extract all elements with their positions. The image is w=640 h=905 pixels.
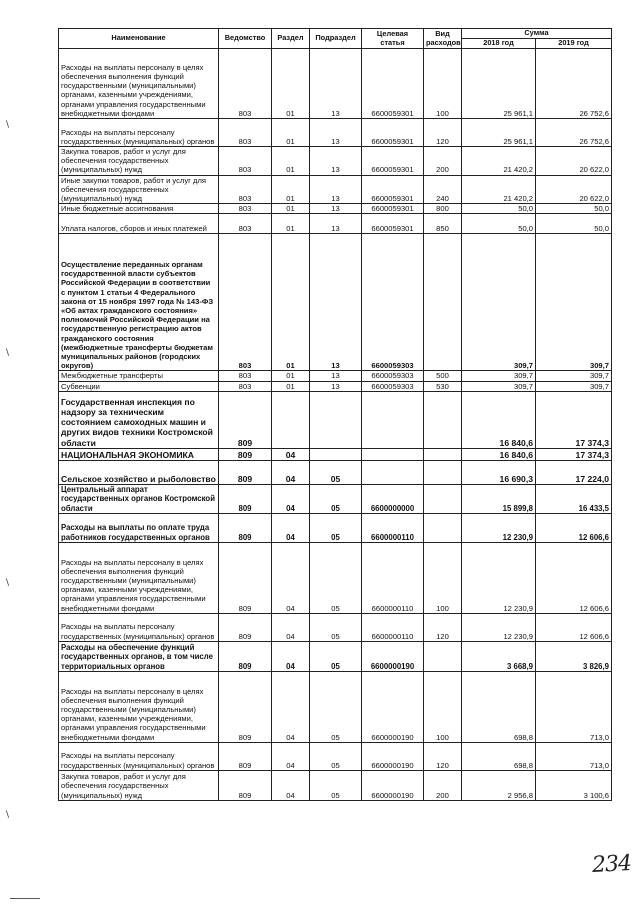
cell-name: НАЦИОНАЛЬНАЯ ЭКОНОМИКА	[59, 448, 219, 460]
cell-y2019: 3 826,9	[536, 641, 612, 671]
header-sum: Сумма	[462, 29, 612, 39]
cell-y2019: 17 374,3	[536, 448, 612, 460]
cell-section: 04	[272, 542, 310, 613]
cell-y2019: 17 374,3	[536, 391, 612, 448]
cell-y2018: 12 230,9	[462, 613, 536, 641]
cell-kind: 240	[424, 175, 462, 204]
cell-target	[362, 448, 424, 460]
cell-y2019: 26 752,6	[536, 49, 612, 119]
cell-dept: 809	[219, 513, 272, 542]
table-row	[59, 391, 612, 448]
cell-y2019: 26 752,6	[536, 119, 612, 147]
budget-table-body	[59, 49, 612, 801]
cell-subsection: 13	[310, 204, 362, 214]
margin-mark: \	[6, 578, 10, 588]
cell-y2019: 50,0	[536, 214, 612, 234]
cell-target: 6600000110	[362, 542, 424, 613]
cell-target: 6600000190	[362, 770, 424, 800]
cell-y2018: 16 840,6	[462, 448, 536, 460]
cell-dept: 809	[219, 542, 272, 613]
table-row	[59, 542, 612, 613]
cell-name: Центральный аппарат государственных органов Костромской области	[59, 484, 219, 513]
cell-dept: 803	[219, 175, 272, 204]
cell-y2018: 12 230,9	[462, 513, 536, 542]
table-row	[59, 147, 612, 176]
cell-subsection: 13	[310, 234, 362, 371]
cell-kind: 120	[424, 613, 462, 641]
table-row	[59, 204, 612, 214]
cell-y2019: 17 224,0	[536, 460, 612, 484]
cell-y2019: 12 606,6	[536, 513, 612, 542]
header-section: Раздел	[272, 29, 310, 49]
cell-name: Уплата налогов, сборов и иных платежей	[59, 214, 219, 234]
header-expense-type: Вид расходов	[424, 29, 462, 49]
cell-dept: 809	[219, 770, 272, 800]
cell-y2018: 12 230,9	[462, 542, 536, 613]
table-row	[59, 613, 612, 641]
cell-name: Закупка товаров, работ и услуг для обеспечения государственных (муниципальных) нужд	[59, 147, 219, 176]
margin-mark: \	[6, 348, 10, 358]
cell-y2018: 2 956,8	[462, 770, 536, 800]
cell-section: 04	[272, 484, 310, 513]
cell-kind: 800	[424, 204, 462, 214]
header-target-article: Целевая статья	[362, 29, 424, 49]
table-row	[59, 770, 612, 800]
table-row	[59, 214, 612, 234]
cell-y2019: 50,0	[536, 204, 612, 214]
cell-kind: 500	[424, 371, 462, 381]
cell-dept: 803	[219, 214, 272, 234]
cell-subsection: 05	[310, 641, 362, 671]
cell-y2019: 16 433,5	[536, 484, 612, 513]
cell-y2018: 15 899,8	[462, 484, 536, 513]
cell-subsection: 05	[310, 613, 362, 641]
table-row	[59, 484, 612, 513]
header-subsection: Подраздел	[310, 29, 362, 49]
cell-subsection: 05	[310, 742, 362, 770]
cell-dept: 809	[219, 613, 272, 641]
table-row	[59, 234, 612, 371]
cell-section: 01	[272, 175, 310, 204]
cell-dept: 803	[219, 49, 272, 119]
cell-section: 01	[272, 381, 310, 391]
cell-section: 01	[272, 49, 310, 119]
cell-section: 04	[272, 513, 310, 542]
cell-y2018: 16 690,3	[462, 460, 536, 484]
cell-section: 01	[272, 214, 310, 234]
cell-name: Расходы на обеспечение функций государственных органов, в том числе территориальных органов	[59, 641, 219, 671]
cell-subsection: 13	[310, 175, 362, 204]
cell-section: 01	[272, 371, 310, 381]
table-row	[59, 371, 612, 381]
table-row	[59, 448, 612, 460]
cell-name: Расходы на выплаты персоналу государственных (муниципальных) органов	[59, 742, 219, 770]
table-row	[59, 175, 612, 204]
margin-mark: \	[6, 120, 10, 130]
cell-target: 6600059301	[362, 49, 424, 119]
cell-subsection: 05	[310, 770, 362, 800]
cell-section: 04	[272, 641, 310, 671]
cell-target: 6600000110	[362, 613, 424, 641]
cell-kind: 100	[424, 49, 462, 119]
cell-section: 04	[272, 770, 310, 800]
cell-name: Иные закупки товаров, работ и услуг для обеспечения государственных (муниципальных) нужд	[59, 175, 219, 204]
cell-kind	[424, 460, 462, 484]
cell-kind	[424, 448, 462, 460]
cell-dept: 809	[219, 391, 272, 448]
cell-subsection: 05	[310, 460, 362, 484]
cell-kind	[424, 484, 462, 513]
cell-y2018: 3 668,9	[462, 641, 536, 671]
cell-dept: 803	[219, 204, 272, 214]
cell-y2018: 309,7	[462, 381, 536, 391]
cell-dept: 809	[219, 460, 272, 484]
cell-subsection: 13	[310, 371, 362, 381]
cell-kind: 530	[424, 381, 462, 391]
cell-dept: 803	[219, 381, 272, 391]
cell-y2019: 713,0	[536, 671, 612, 742]
cell-subsection: 13	[310, 214, 362, 234]
cell-y2019: 20 622,0	[536, 147, 612, 176]
cell-name: Межбюджетные трансферты	[59, 371, 219, 381]
cell-y2019: 12 606,6	[536, 542, 612, 613]
cell-section: 04	[272, 613, 310, 641]
cell-kind	[424, 391, 462, 448]
cell-dept: 809	[219, 641, 272, 671]
cell-target	[362, 460, 424, 484]
cell-target: 6600000190	[362, 641, 424, 671]
cell-y2018: 16 840,6	[462, 391, 536, 448]
cell-dept: 809	[219, 448, 272, 460]
cell-subsection: 13	[310, 119, 362, 147]
margin-mark: \	[6, 810, 10, 820]
cell-name: Расходы на выплаты персоналу в целях обеспечения выполнения функций государственными (муниципальными) органами, казенными учреждениями, органами управления государственными внебюджетными фондами	[59, 49, 219, 119]
cell-y2018: 50,0	[462, 204, 536, 214]
cell-subsection	[310, 391, 362, 448]
cell-name: Иные бюджетные ассигнования	[59, 204, 219, 214]
cell-dept: 803	[219, 234, 272, 371]
cell-section	[272, 391, 310, 448]
divider	[10, 898, 40, 899]
cell-name: Расходы на выплаты по оплате труда работников государственных органов	[59, 513, 219, 542]
cell-y2019: 309,7	[536, 371, 612, 381]
cell-section: 01	[272, 119, 310, 147]
cell-name: Субвенции	[59, 381, 219, 391]
header-name: Наименование	[59, 29, 219, 49]
cell-kind: 200	[424, 770, 462, 800]
cell-section: 04	[272, 671, 310, 742]
cell-section: 01	[272, 204, 310, 214]
cell-kind: 120	[424, 742, 462, 770]
cell-kind: 120	[424, 119, 462, 147]
cell-target: 6600000000	[362, 484, 424, 513]
cell-dept: 809	[219, 742, 272, 770]
cell-section: 01	[272, 234, 310, 371]
cell-dept: 803	[219, 119, 272, 147]
cell-kind	[424, 641, 462, 671]
cell-target: 6600059301	[362, 214, 424, 234]
cell-y2019: 309,7	[536, 234, 612, 371]
table-row	[59, 671, 612, 742]
cell-subsection	[310, 448, 362, 460]
cell-subsection: 05	[310, 484, 362, 513]
cell-y2018: 309,7	[462, 371, 536, 381]
cell-target: 6600059303	[362, 234, 424, 371]
cell-dept: 809	[219, 484, 272, 513]
table-row	[59, 513, 612, 542]
cell-subsection: 05	[310, 671, 362, 742]
header-2018: 2018 год	[462, 39, 536, 49]
handwritten-page-number: 234	[591, 850, 632, 879]
table-row	[59, 381, 612, 391]
cell-section: 04	[272, 448, 310, 460]
cell-y2019: 3 100,6	[536, 770, 612, 800]
cell-name: Государственная инспекция по надзору за техническим состоянием самоходных машин и других видов техники Костромской области	[59, 391, 219, 448]
cell-subsection: 13	[310, 147, 362, 176]
cell-target: 6600059301	[362, 204, 424, 214]
cell-y2018: 309,7	[462, 234, 536, 371]
cell-subsection: 05	[310, 542, 362, 613]
cell-dept: 803	[219, 371, 272, 381]
cell-dept: 803	[219, 147, 272, 176]
cell-y2019: 20 622,0	[536, 175, 612, 204]
cell-target: 6600059301	[362, 147, 424, 176]
cell-target: 6600059303	[362, 381, 424, 391]
cell-subsection: 13	[310, 381, 362, 391]
cell-name: Расходы на выплаты персоналу в целях обеспечения выполнения функций государственными (муниципальными) органами, казенными учреждениями, органами управления государственными внебюджетными фондами	[59, 671, 219, 742]
cell-target: 6600000190	[362, 742, 424, 770]
cell-y2019: 713,0	[536, 742, 612, 770]
cell-y2018: 21 420,2	[462, 175, 536, 204]
cell-y2019: 12 606,6	[536, 613, 612, 641]
cell-subsection: 13	[310, 49, 362, 119]
cell-kind	[424, 234, 462, 371]
cell-section: 01	[272, 147, 310, 176]
cell-name: Расходы на выплаты персоналу государственных (муниципальных) органов	[59, 119, 219, 147]
cell-name: Расходы на выплаты персоналу государственных (муниципальных) органов	[59, 613, 219, 641]
cell-y2018: 698,8	[462, 671, 536, 742]
cell-dept: 809	[219, 671, 272, 742]
cell-target	[362, 391, 424, 448]
cell-name: Закупка товаров, работ и услуг для обеспечения государственных (муниципальных) нужд	[59, 770, 219, 800]
cell-y2018: 698,8	[462, 742, 536, 770]
header-2019: 2019 год	[536, 39, 612, 49]
cell-y2018: 50,0	[462, 214, 536, 234]
cell-kind: 850	[424, 214, 462, 234]
budget-table	[58, 28, 612, 801]
cell-kind: 100	[424, 671, 462, 742]
cell-name: Осуществление переданных органам государственной власти субъектов Российской Федерации в соответствии с пунктом 1 статьи 4 Федерального закона от 15 ноября 1997 года № 143-ФЗ «Об актах гражданского состояния» полномочий Российской Федерации на государственную регистрацию актов гражданского состояния (межбюджетные трансферты бюджетам муниципальных районов (городских округов)	[59, 234, 219, 371]
cell-y2018: 21 420,2	[462, 147, 536, 176]
cell-name: Сельское хозяйство и рыболовство	[59, 460, 219, 484]
table-row	[59, 460, 612, 484]
cell-name: Расходы на выплаты персоналу в целях обеспечения выполнения функций государственными (муниципальными) органами, казенными учреждениями, органами управления государственными внебюджетными фондами	[59, 542, 219, 613]
cell-y2018: 25 961,1	[462, 49, 536, 119]
cell-y2018: 25 961,1	[462, 119, 536, 147]
cell-kind	[424, 513, 462, 542]
cell-section: 04	[272, 460, 310, 484]
cell-target: 6600000190	[362, 671, 424, 742]
header-department: Ведомство	[219, 29, 272, 49]
table-row	[59, 119, 612, 147]
cell-target: 6600059301	[362, 119, 424, 147]
cell-kind: 200	[424, 147, 462, 176]
cell-target: 6600059303	[362, 371, 424, 381]
cell-section: 04	[272, 742, 310, 770]
table-row	[59, 641, 612, 671]
cell-target: 6600000110	[362, 513, 424, 542]
table-row	[59, 742, 612, 770]
cell-subsection: 05	[310, 513, 362, 542]
cell-y2019: 309,7	[536, 381, 612, 391]
cell-target: 6600059301	[362, 175, 424, 204]
cell-kind: 100	[424, 542, 462, 613]
table-row	[59, 49, 612, 119]
